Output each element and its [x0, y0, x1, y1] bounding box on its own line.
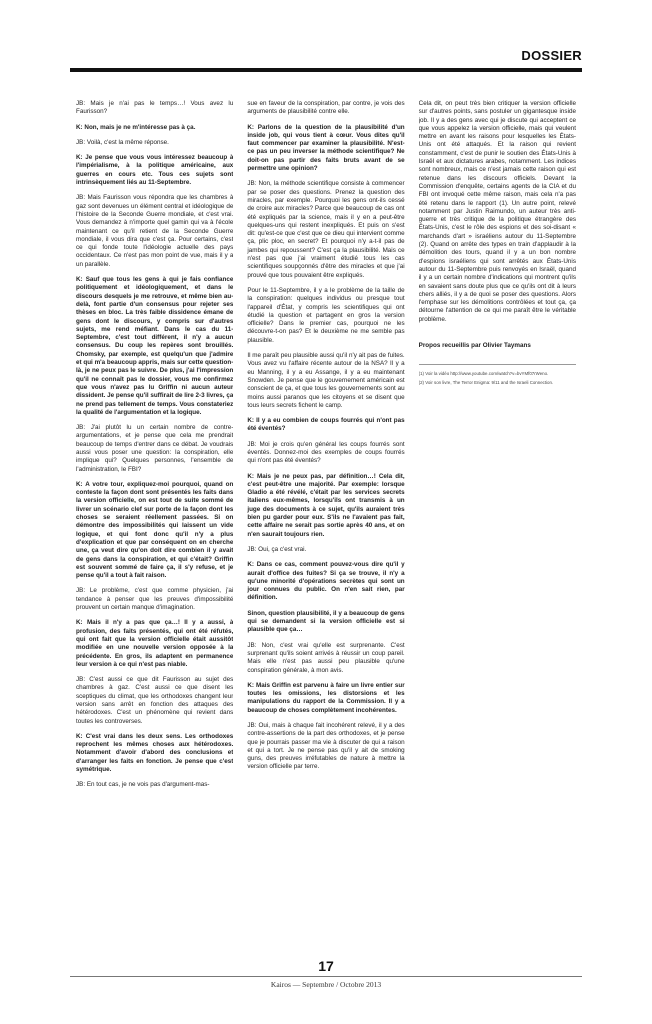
- answer-paragraph: JB: Non, la méthode scientifique consiste à commencer par se poser des questions. Prenez la question des miracles, par exemple. Pourquoi les gens ont-ils cessé de croire aux miracles? Parce que beaucoup de cas ont été expliqués par la science, mais il y en a peut-être quelques-uns qui restent inexpliqués. Et puis on s'est dit: qu'est-ce que c'est que ce dieu qui intervient comme ça, plic ploc, en secret? Et pourquoi n'y a-t-il pas de jambes qui repoussent? C'est ça la plausibilité. Mais ce n'est pas que j'ai vraiment étudié tous les cas scientifiques soupçonnés d'être des miracles et que j'ai prouvé que tous pouvaient être expliqués.: [247, 180, 405, 279]
- interviewer-paragraph: K: C'est vrai dans les deux sens. Les orthodoxes reprochent les mêmes choses aux hétérodoxes. Notamment d'avoir d'abord des conclusions et d'arranger les faits en fonction. Je pense que c'est symétrique.: [76, 732, 234, 774]
- answer-paragraph: Il me paraît peu plausible aussi qu'il n'y ait pas de fuites. Vous avez vu l'affaire récente autour de la NSA? Il y a eu Manning, il y a eu Assange, il y a eu maintenant Snowden. Je pense que le gouvernement américain est conscient de ça, et que tous les gouvernements sont au moins aussi paranos que les citoyens et se disent que tous leurs secrets fichent le camp.: [247, 352, 405, 409]
- footnote: (2) Voir son livre, The Terror Enigma: 9/11 and the Israeli Connection.: [418, 380, 554, 386]
- answer-paragraph: JB: C'est aussi ce que dit Faurisson au sujet des chambres à gaz. C'est aussi ce que disent les sceptiques du climat, que les orthodoxes changent leur version sans arrêt en fonction des attaques des hétérodoxes. C'est un phénomène qui revient dans toutes les controverses.: [76, 676, 234, 725]
- answer-paragraph: JB: Moi je crois qu'en général les coups fourrés sont éventés. Donnez-moi des exemples de coups fourrés qui n'ont pas été éventés?: [247, 440, 405, 465]
- credit-line: Propos recueillis par Olivier Taymans: [418, 342, 531, 350]
- footer-rule: [70, 976, 582, 977]
- answer-paragraph: JB: En tout cas, je ne vois pas d'argument-mas-: [76, 781, 210, 789]
- answer-paragraph: Pour le 11-Septembre, il y a le problème de la taille de la conspiration: quelques individus ou presque tout l'appareil d'État, y compris les scientifiques qui ont étudié la question et partagent en gros la version officielle? Dans le premier cas, pourquoi ne les découvre-t-on pas? Et le deuxième ne me semble pas plausible.: [247, 286, 405, 344]
- interviewer-paragraph: Sinon, question plausibilité, il y a beaucoup de gens qui se demandent si la version officielle est si plausible que ça…: [247, 609, 405, 634]
- answer-paragraph: JB: Oui, mais à chaque fait incohérent relevé, il y a des contre-assertions de la part des orthodoxes, et je pense que je pourrais passer ma vie à discuter de qui a raison et qui a tort. Je ne pense pas qu'il y ait de smoking guns, des preuves irréfutables de nature à mettre la version officielle par terre.: [247, 722, 405, 771]
- answer-paragraph: JB: Non, c'est vrai qu'elle est surprenante. C'est surprenant qu'ils soient arrivés à réussir un coup pareil. Mais elle n'est pas aussi peu plausible qu'une conspiration générale, à mon avis.: [247, 641, 405, 674]
- footnote-rule: [419, 364, 576, 365]
- column-1: [76, 100, 233, 932]
- answer-paragraph: Cela dit, on peut très bien critiquer la version officielle sur d'autres points, sans postuler un gigantesque inside job. Il y a des gens avec qui je discute qui acceptent ce que vous appelez la version officielle, mais qui veulent mettre en avant les raisons pour lesquelles les États-Unis ont été attaqués. Et la raison qui revient constamment, c'est de punir le soutien des États-Unis à Israël et aux dictatures arabes, notamment. Les indices sont nombreux, mais ce n'est jamais cette raison qui est retenue dans les discours officiels. Devant la Commission d'enquête, certains agents de la CIA et du FBI ont invoqué cette même raison, mais cela n'a pas été retenu dans le rapport (1). Un autre point, relevé notamment par Justin Raimundo, un auteur très anti-guerre et très critique de la politique étrangère des États-Unis, c'est le rôle des espions et des soi-disant « marchands d'art » israéliens autour du 11-Septembre (2). Quand on arrête des types en train d'applaudir à la démolition des tours, quand il y a un bon nombre d'espions israéliens qui sont arrêtés aux États-Unis autour du 11-Septembre puis renvoyés en Israël, quand il y a un certain nombre d'indications qui montrent qu'ils en savaient sans doute plus que ce qu'ils ont dit à leurs chers alliés, il y a de quoi se poser des questions. Alors l'emphase sur les démolitions contrôlées et tout ça, ça détourne l'attention de ce qui me paraît être le véritable problème.: [418, 100, 576, 323]
- answer-paragraph: JB: Mais Faurisson vous répondra que les chambres à gaz sont devenues un élément central et idéologique de l'histoire de la Seconde Guerre mondiale, et c'est vrai. Vous demandez à n'importe quel gamin qui va à l'école maintenant ce qu'il retient de la Seconde Guerre mondiale, il vous dira que c'est ça. Pour certains, c'est ce qui fonde toute l'idéologie actuelle des pays occidentaux. Ce n'est pas mon point de vue, mais il y a un parallèle.: [76, 194, 234, 268]
- interviewer-paragraph: K: Dans ce cas, comment pouvez-vous dire qu'il y aurait d'office des fuites? Si ça se trouve, il n'y a qu'une minorité d'opérations secrètes qui sont un jour connues du public. On n'en sait rien, par définition.: [247, 561, 405, 602]
- interviewer-paragraph: K: Mais je ne peux pas, par définition…! Cela dit, c'est peut-être une majorité. Par exemple: lorsque Gladio a été révélé, c'était par les services secrets italiens eux-mêmes, lorsqu'ils ont transmis à un juge des documents à ce sujet, qu'ils auraient très bien pu garder pour eux. S'ils ne l'avaient pas fait, cette affaire ne serait pas sortie après 40 ans, et on n'en saurait toujours rien.: [247, 472, 405, 538]
- page-number: 17: [318, 958, 334, 974]
- answer-paragraph: JB: Le problème, c'est que comme physicien, j'ai tendance à penser que les preuves d'impossibilité prouvent un certain manque d'imagination.: [76, 587, 234, 612]
- interviewer-paragraph: K: Il y a eu combien de coups fourrés qui n'ont pas été éventés?: [247, 417, 405, 433]
- interviewer-paragraph: K: Parlons de la question de la plausibilité d'un inside job, qui vous tient à cœur. Vous dites qu'il faut commencer par examiner la plausibilité. N'est-ce pas un peu inverser la méthode scientifique? Ne doit-on pas partir des faits bruts avant de se permettre une opinion?: [247, 123, 405, 173]
- answer-paragraph: JB: Mais je n'ai pas le temps…! Vous avez lu Faurisson?: [76, 100, 234, 116]
- interviewer-paragraph: K: A votre tour, expliquez-moi pourquoi, quand on conteste la façon dont sont présentés les faits dans la version officielle, on est tout de suite sommé de livrer un scénario clef sur porte de la façon dont les choses se seraient réellement passées. Si on démontre des impossibilités qui laissent un vide logique, et qui font donc qu'il n'y a plus d'explication et que par conséquent on en cherche une, ça veut dire qu'on doit dire combien il y avait de gens dans la conspiration, et qui c'était? Griffin est souvent sommé de faire ça, il s'y refuse, et je pense qu'il a tout à fait raison.: [76, 480, 234, 580]
- interviewer-paragraph: K: Mais Griffin est parvenu à faire un livre entier sur toutes les omissions, les distorsions et les manipulations du rapport de la Commission. Il y a beaucoup de choses complètement incohérentes.: [247, 681, 405, 714]
- article-body: [76, 100, 576, 932]
- publication-footer: Kairos — Septembre / Octobre 2013: [270, 980, 382, 989]
- interviewer-paragraph: K: Mais il n'y a pas que ça…! Il y a aussi, à profusion, des faits présentés, qui ont été réfutés, qui ont fait que la version officielle était aussitôt modifiée en une nouvelle version opposée à la précédente. En gros, ils adaptent en permanence leur version à ce qui n'est pas niable.: [76, 619, 234, 668]
- answer-paragraph: JB: Oui, ça c'est vrai.: [247, 545, 307, 553]
- interviewer-paragraph: K: Sauf que tous les gens à qui je fais confiance politiquement et idéologiquement, et dans le discours desquels je me retrouve, et même bien au-delà, font partie d'un consensus pour rejeter ses thèses en bloc. La très faible dissidence émane de gens dont le discours, y compris sur d'autres sujets, me rend méfiant. Dans le cas du 11-Septembre, c'est tout différent, il n'y a aucun consensus. Du coup les repères sont brouillés. Chomsky, par exemple, est quelqu'un que j'admire et qui m'a beaucoup appris, mais sur cette question-là, je ne peux pas le suivre. De plus, j'ai l'impression qu'il ne connaît pas le dossier, vous me confirmez que vous n'avez pas lu Griffin ni aucun auteur dissident. Je pense qu'il suffirait de lire 2-3 livres, ça ne prend pas tellement de temps. Vous constateriez la qualité de l'argumentation et la logique.: [76, 276, 234, 416]
- interviewer-paragraph: K: Non, mais je ne m'intéresse pas à ça.: [76, 123, 196, 131]
- footnote: (1) Voir la vidéo http://www.youtube.com/watch?v=bvYMf07rWeno.: [418, 371, 549, 377]
- interviewer-paragraph: K: Je pense que vous vous intéressez beaucoup à l'impérialisme, à la politique américaine, aux guerres en cours etc. Tous ces sujets sont intrinsèquement liés au 11-Septembre.: [76, 154, 234, 187]
- answer-paragraph: JB: J'ai plutôt lu un certain nombre de contre-argumentations, et je pense que cela me prendrait beaucoup de temps d'entrer dans ce débat. Je voudrais aussi vous poser une question: la conspiration, elle implique qui? Quelques personnes, l'ensemble de l'administration, le FBI?: [76, 424, 234, 473]
- column-3: [419, 100, 576, 932]
- column-2: [247, 100, 404, 932]
- section-label: DOSSIER: [521, 48, 582, 63]
- header-rule: [70, 68, 582, 72]
- answer-paragraph: sue en faveur de la conspiration, par contre, je vois des arguments de plausibilité contre elle.: [247, 100, 405, 116]
- answer-paragraph: JB: Voilà, c'est la même réponse.: [76, 138, 169, 146]
